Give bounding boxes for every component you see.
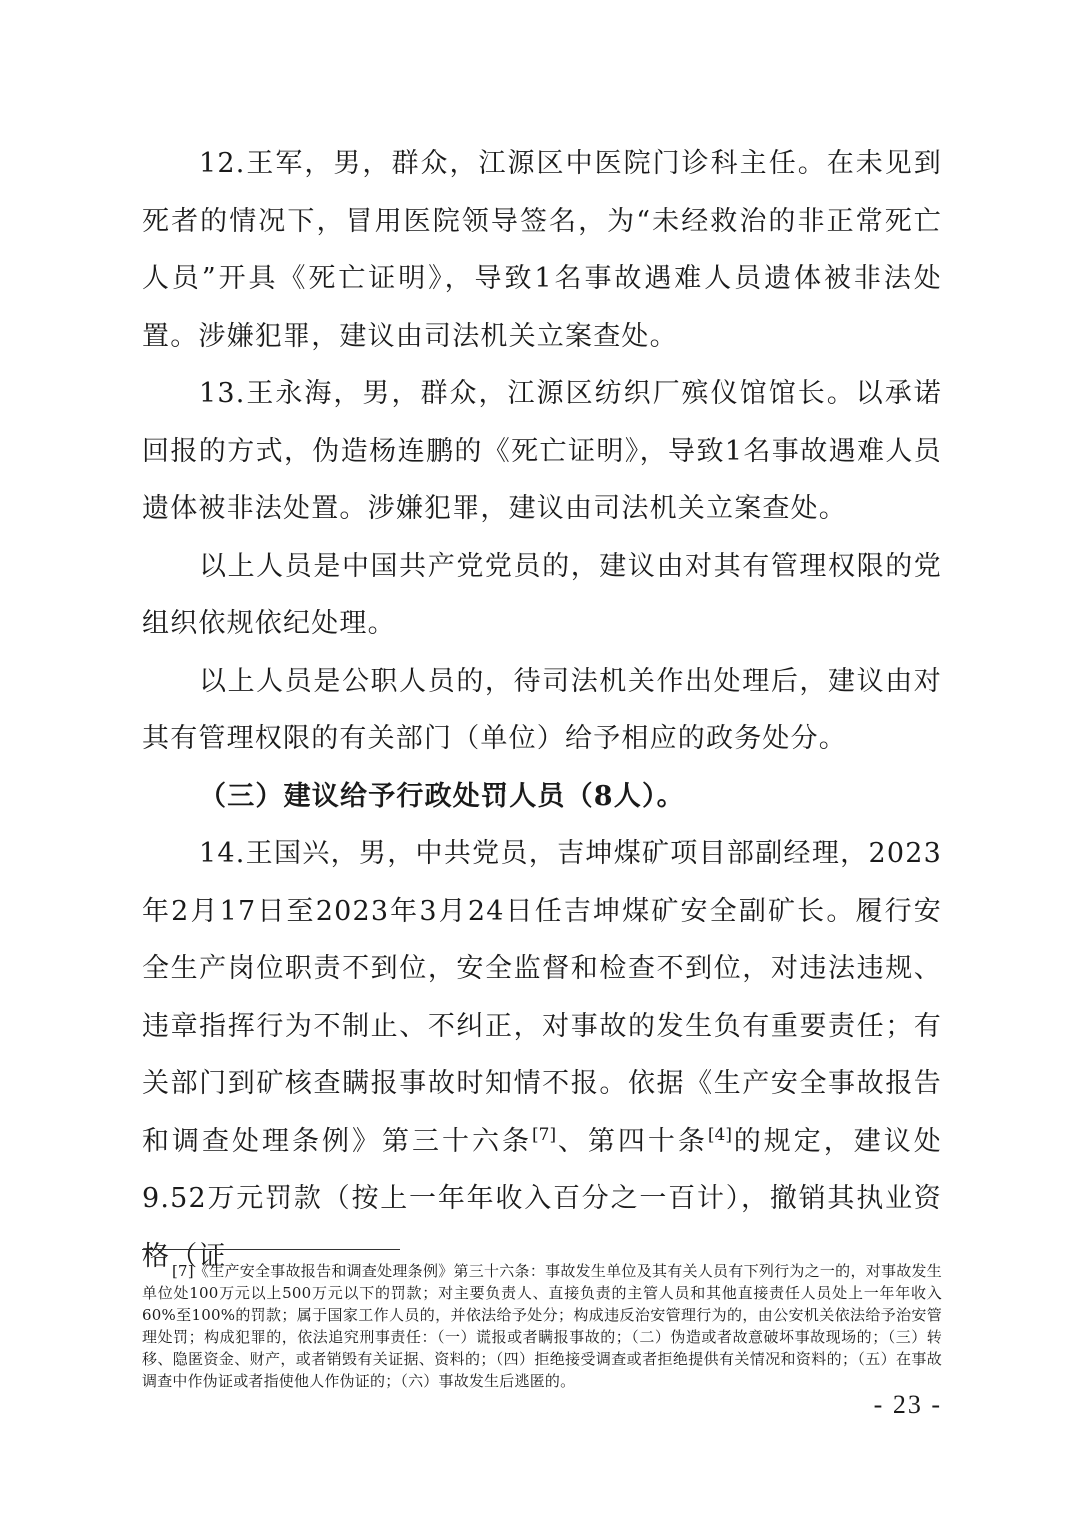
- paragraph-item-12: [142, 135, 942, 365]
- footnote-divider: [142, 1249, 400, 1250]
- section-heading-administrative-penalty: [142, 768, 942, 826]
- paragraph-text: 以上人员是公职人员的，待司法机关作出处理后，建议由对其有管理权限的有关部门（单位）给予相应的政务处分。: [142, 665, 942, 754]
- paragraph-public-officials: [142, 653, 942, 768]
- paragraph-party-members: [142, 538, 942, 653]
- paragraph-text: 以上人员是中国共产党党员的，建议由对其有管理权限的党组织依规依纪处理。: [142, 550, 942, 639]
- body-text: [142, 135, 942, 1285]
- footnote-7: [7]《生产安全事故报告和调查处理条例》第三十六条：事故发生单位及其有关人员有下列行为之一的，对事故发生单位处100万元以上500万元以下的罚款；对主要负责人、直接负责的主管人员和其他直接责任人员处上一年年收入60%至100%的罚款；属于国家工作人员的，并依法给予处分；构成违反治安管理行为的，由公安机关依法给予治安管理处罚；构成犯罪的，依法追究刑事责任：（一）谎报或者瞒报事故的；（二）伪造或者故意破坏事故现场的；（三）转移、隐匿资金、财产，或者销毁有关证据、资料的；（四）拒绝接受调查或者拒绝提供有关情况和资料的；（五）在事故调查中作伪证或者指使他人作伪证的；（六）事故发生后逃匿的。: [142, 1262, 942, 1390]
- paragraph-text: 14.王国兴，男，中共党员，吉坤煤矿项目部副经理，2023年2月17日至2023年3月24日任吉坤煤矿安全副矿长。履行安全生产岗位职责不到位，安全监督和检查不到位，对违法违规、违章指挥行为不制止、不纠正，对事故的发生负有重要责任；有关部门到矿核查瞒报事故时知情不报。依据《生产安全事故报告和调查处理条例》第三十六条: [142, 838, 942, 1157]
- page-number: - 23 -: [873, 1390, 942, 1419]
- paragraph-text: 13.王永海，男，群众，江源区纺织厂殡仪馆馆长。以承诺回报的方式，伪造杨连鹏的《死亡证明》，导致1名事故遇难人员遗体被非法处置。涉嫌犯罪，建议由司法机关立案查处。: [142, 378, 942, 524]
- section-heading-text: （三）建议给予行政处罚人员（8人）。: [199, 780, 685, 812]
- paragraph-text: 的规定，建议处9.52万元罚款（按上一年年收入百分之一百计），撤销其执业资格（证: [142, 1125, 942, 1272]
- paragraph-item-14: [142, 825, 942, 1285]
- paragraph-item-13: [142, 365, 942, 538]
- footnote-reference-7[interactable]: [7]: [532, 1124, 557, 1145]
- paragraph-text: 12.王军，男，群众，江源区中医院门诊科主任。在未见到死者的情况下，冒用医院领导签名，为“未经救治的非正常死亡人员”开具《死亡证明》，导致1名事故遇难人员遗体被非法处置。涉嫌犯罪，建议由司法机关立案查处。: [142, 148, 942, 352]
- paragraph-text: 、第四十条: [556, 1125, 708, 1157]
- footnote-reference-4[interactable]: [4]: [707, 1124, 732, 1145]
